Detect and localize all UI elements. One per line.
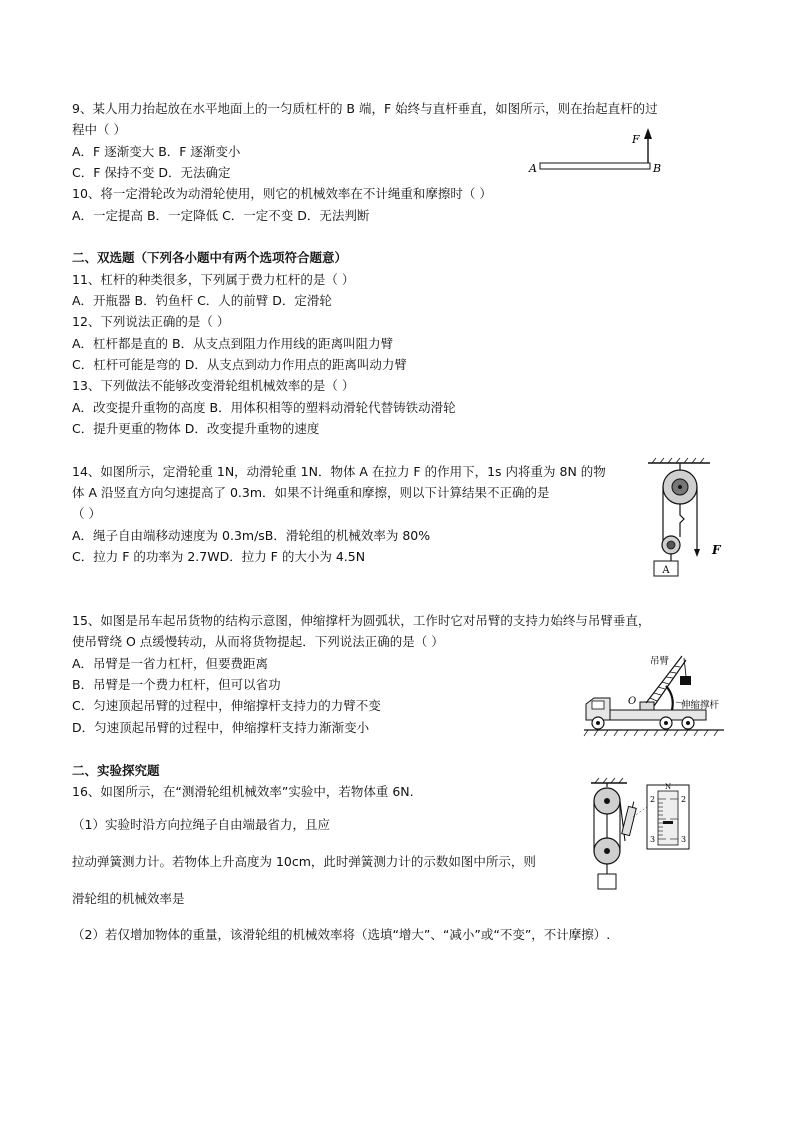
q15-option-c: C．匀速顶起吊臂的过程中，伸缩撑杆支持力的力臂不变 <box>72 698 381 713</box>
q12-stem: 12、下列说法正确的是（ ） <box>72 314 230 329</box>
q10-stem: 10、将一定滑轮改为动滑轮使用，则它的机械效率在不计绳重和摩擦时（ ） <box>72 186 492 201</box>
lever-figure <box>528 125 668 180</box>
q15-stem-line1: 15、如图是吊车起吊货物的结构示意图，伸缩撑杆为圆弧状，工作时它对吊臂的支持力始终与吊臂垂直， <box>72 613 651 628</box>
dial-tick-3-right: 3 <box>681 835 687 844</box>
q11-stem: 11、杠杆的种类很多，下列属于费力杠杆的是（ ） <box>72 272 355 287</box>
dial-tick-2-right: 2 <box>681 795 687 804</box>
q14-stem-line3: （ ） <box>72 506 101 521</box>
q14-options-cd: C．拉力 F 的功率为 2.7WD．拉力 F 的大小为 4.5N <box>72 549 366 564</box>
q10-options: A．一定提高 B．一定降低 C．一定不变 D．无法判断 <box>72 208 370 223</box>
section-double-choice-title: 二、双选题（下列各小题中有两个选项符合题意） <box>72 250 348 265</box>
q16-part1-line3: 滑轮组的机械效率是 <box>72 891 185 906</box>
dial-label-n: N <box>665 783 672 791</box>
dial-tick-3-left: 3 <box>650 835 656 844</box>
section-experiment-title: 二、实验探究题 <box>72 763 160 778</box>
q12-options-ab: A．杠杆都是直的 B．从支点到阻力作用线的距离叫阻力臂 <box>72 336 394 351</box>
q14-options-ab: A．绳子自由端移动速度为 0.3m/sB．滑轮组的机械效率为 80% <box>72 528 431 543</box>
q13-options-cd: C．提升更重的物体 D．改变提升重物的速度 <box>72 421 320 436</box>
q15-option-b: B．吊臂是一个费力杠杆，但可以省功 <box>72 677 281 692</box>
q11-options: A．开瓶器 B．钓鱼杆 C．人的前臂 D．定滑轮 <box>72 293 332 308</box>
q15-option-d: D．匀速顶起吊臂的过程中，伸缩撑杆支持力渐渐变小 <box>72 720 370 735</box>
q16-part1-line2: 拉动弹簧测力计。若物体上升高度为 10cm，此时弹簧测力计的示数如图中所示，则 <box>72 854 536 869</box>
q14-stem-line1: 14、如图所示，定滑轮重 1N，动滑轮重 1N．物体 A 在拉力 F 的作用下，1s 内将重为 8N 的物 <box>72 464 606 479</box>
lever-label-a: A <box>529 162 537 175</box>
q13-options-ab: A．改变提升重物的高度 B．用体积相等的塑料动滑轮代替铸铁动滑轮 <box>72 400 456 415</box>
q16-part2: （2）若仅增加物体的重量，该滑轮组的机械效率将（选填“增大”、“减小”或“不变”，不计摩擦）. <box>72 927 611 942</box>
q13-stem: 13、下列做法不能够改变滑轮组机械效率的是（ ） <box>72 378 355 393</box>
q16-part1-line1: （1）实验时沿方向拉绳子自由端最省力，且应 <box>72 817 330 832</box>
q9-options-cd: C．F 保持不变 D．无法确定 <box>72 165 231 180</box>
q12-options-cd: C．杠杆可能是弯的 D．从支点到动力作用点的距离叫动力臂 <box>72 357 407 372</box>
lever-label-b: B <box>653 162 662 175</box>
q15-option-a: A．吊臂是一省力杠杆，但要费距离 <box>72 656 269 671</box>
q9-options-ab: A．F 逐渐变大 B．F 逐渐变小 <box>72 144 241 159</box>
crane-label-boom: 吊臂 <box>650 656 670 667</box>
pulley-system-figure <box>644 457 734 582</box>
q15-stem-line2: 使吊臂绕 O 点缓慢转动，从而将货物提起．下列说法正确的是（ ） <box>72 634 444 649</box>
pulley-label-f: F <box>712 543 721 557</box>
crane-label-o: O <box>628 696 637 707</box>
q16-stem: 16、如图所示，在“测滑轮组机械效率”实验中，若物体重 6N. <box>72 784 414 799</box>
q14-stem-line2: 体 A 沿竖直方向匀速提高了 0.3m．如果不计绳重和摩擦，则以下计算结果不正确的是 <box>72 485 550 500</box>
crane-figure <box>582 648 732 743</box>
pulley-block-label-a: A <box>662 565 670 576</box>
lever-label-f: F <box>632 133 640 146</box>
q9-stem-line2: 程中（ ） <box>72 122 126 137</box>
crane-label-strut: 伸缩撑杆 <box>681 700 720 711</box>
dial-tick-2-left: 2 <box>650 795 656 804</box>
q9-stem-line1: 9、某人用力抬起放在水平地面上的一匀质杠杆的 B 端，F 始终与直杆垂直，如图所示，则在抬起直杆的过 <box>72 101 658 116</box>
pulley-experiment-figure <box>587 777 697 895</box>
